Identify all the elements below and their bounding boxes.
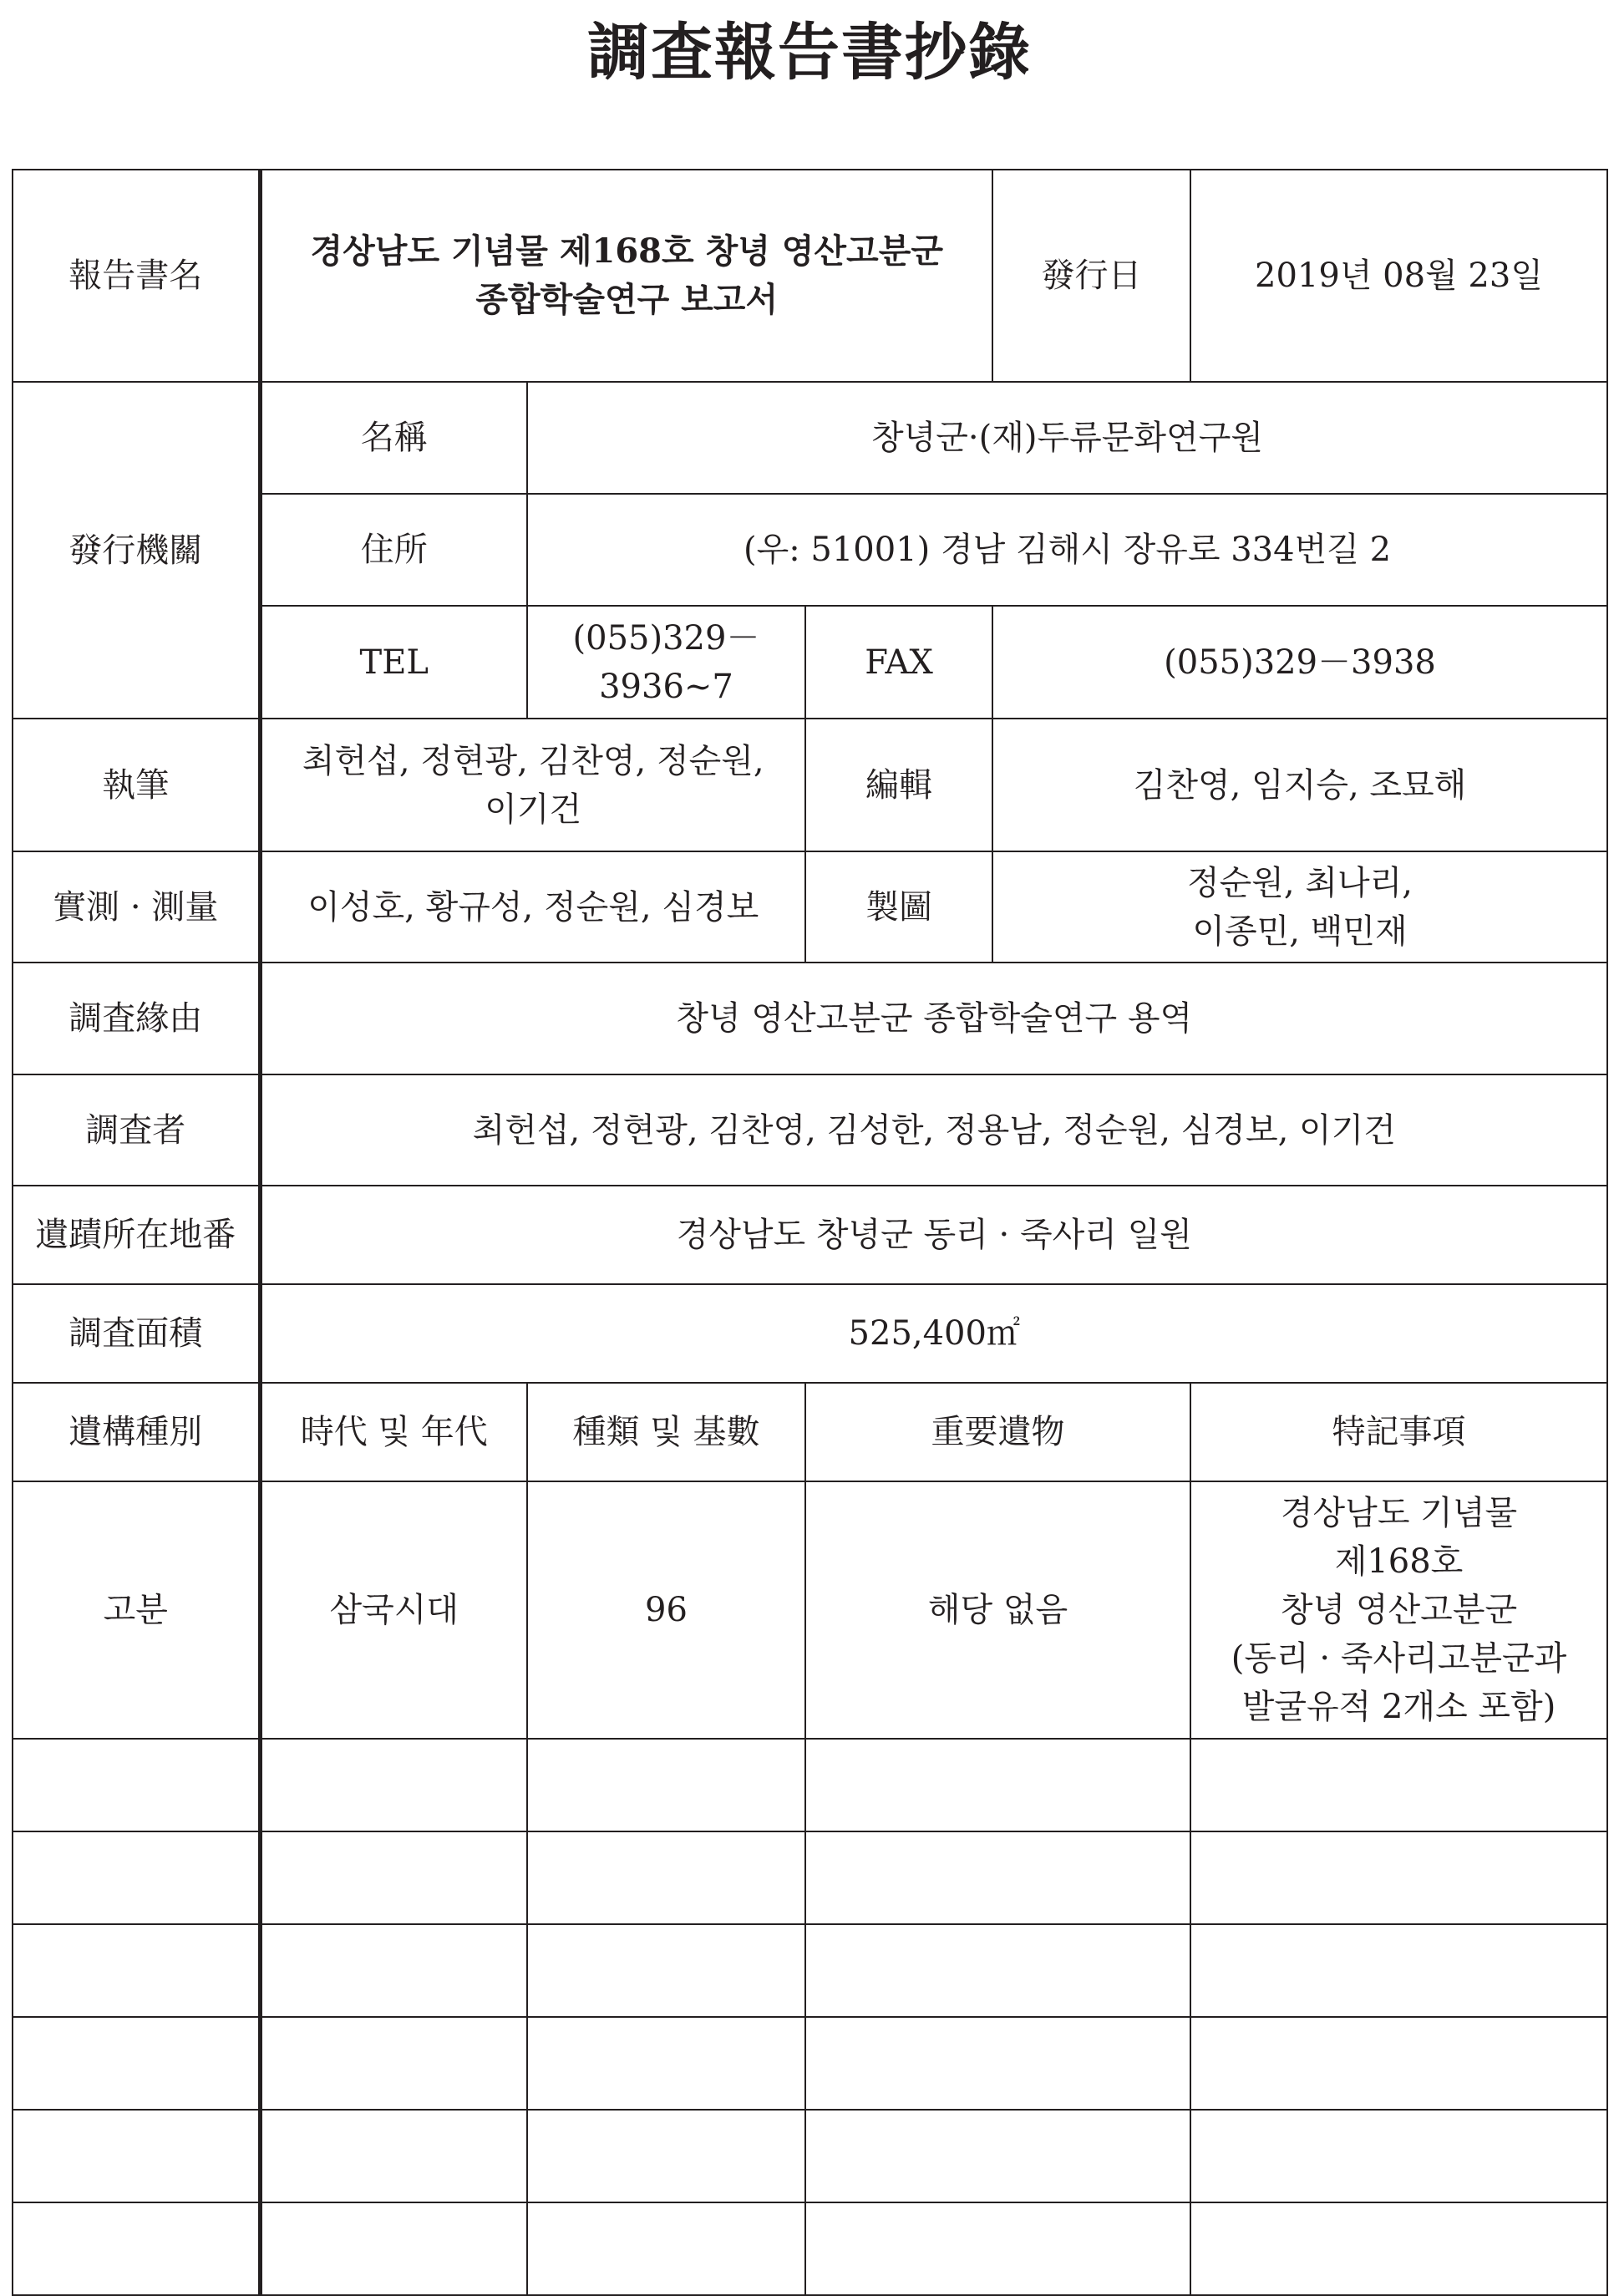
site-location-value: 경상남도 창녕군 동리 · 죽사리 일원 bbox=[260, 1186, 1607, 1284]
writers-label: 執筆 bbox=[13, 719, 260, 851]
empty-cell bbox=[13, 2017, 260, 2110]
table-row bbox=[13, 963, 1607, 1074]
publisher-address-value: (우: 51001) 경남 김해시 장유로 334번길 2 bbox=[527, 494, 1607, 606]
reason-value: 창녕 영산고분군 종합학술연구 용역 bbox=[260, 963, 1607, 1074]
empty-cell bbox=[260, 2110, 527, 2202]
issue-date-value: 2019년 08월 23일 bbox=[1190, 170, 1607, 382]
empty-cell bbox=[260, 1924, 527, 2017]
publisher-fax-label: FAX bbox=[805, 606, 992, 719]
investigators-value: 최헌섭, 정현광, 김찬영, 김성한, 정용남, 정순원, 심경보, 이기건 bbox=[260, 1074, 1607, 1186]
report-name-value bbox=[260, 170, 992, 382]
editors-label: 編輯 bbox=[805, 719, 992, 851]
empty-cell bbox=[13, 1831, 260, 1924]
remains-type-cell: 고분 bbox=[13, 1481, 260, 1739]
publisher-tel-label: TEL bbox=[260, 606, 527, 719]
empty-cell bbox=[260, 2202, 527, 2295]
empty-table-row bbox=[13, 2110, 1607, 2202]
table-row bbox=[13, 1481, 1607, 1739]
issue-date-label: 發行日 bbox=[992, 170, 1190, 382]
survey-label: 實測 · 測量 bbox=[13, 851, 260, 963]
drawing-label: 製圖 bbox=[805, 851, 992, 963]
publisher-tel-value: (055)329－3936~7 bbox=[527, 606, 805, 719]
report-summary-table bbox=[12, 169, 1608, 2296]
publisher-name-value: 창녕군·(재)두류문화연구원 bbox=[527, 382, 1607, 494]
empty-cell bbox=[260, 1831, 527, 1924]
empty-cell bbox=[805, 1924, 1190, 2017]
empty-table-row bbox=[13, 2017, 1607, 2110]
notes-line: 경상남도 기념물 bbox=[1280, 1494, 1518, 1532]
page-title: 調査報告書抄錄 bbox=[587, 17, 1032, 89]
notes-line: 창녕 영산고분군 bbox=[1280, 1591, 1518, 1629]
table-row bbox=[13, 1186, 1607, 1284]
empty-cell bbox=[527, 1924, 805, 2017]
empty-table-row bbox=[13, 1831, 1607, 1924]
empty-cell bbox=[527, 2017, 805, 2110]
publisher-address-label: 住所 bbox=[260, 494, 527, 606]
empty-cell bbox=[260, 2017, 527, 2110]
notes-header: 特記事項 bbox=[1190, 1383, 1607, 1481]
notes-line: 제168호 bbox=[1334, 1542, 1464, 1581]
table-row bbox=[13, 1383, 1607, 1481]
empty-cell bbox=[13, 1924, 260, 2017]
empty-cell bbox=[527, 2110, 805, 2202]
empty-cell bbox=[1190, 2017, 1607, 2110]
empty-cell bbox=[527, 1831, 805, 1924]
empty-cell bbox=[13, 2202, 260, 2295]
empty-cell bbox=[805, 2110, 1190, 2202]
empty-cell bbox=[805, 2017, 1190, 2110]
empty-cell bbox=[1190, 1739, 1607, 1831]
kind-count-cell: 96 bbox=[527, 1481, 805, 1739]
empty-table-row bbox=[13, 1739, 1607, 1831]
publisher-name-label: 名稱 bbox=[260, 382, 527, 494]
key-artifacts-header: 重要遺物 bbox=[805, 1383, 1190, 1481]
period-header: 時代 및 年代 bbox=[260, 1383, 527, 1481]
table-row bbox=[13, 382, 1607, 494]
table-row bbox=[13, 851, 1607, 963]
empty-table-row bbox=[13, 2202, 1607, 2295]
empty-cell bbox=[13, 1739, 260, 1831]
empty-cell bbox=[1190, 1924, 1607, 2017]
report-name-line: 경상남도 기념물 제168호 창녕 영산고분군 bbox=[310, 231, 943, 271]
remains-type-header: 遺構種別 bbox=[13, 1383, 260, 1481]
survey-value: 이성호, 황규성, 정순원, 심경보 bbox=[260, 851, 805, 963]
drawing-line: 이종민, 백민재 bbox=[1192, 912, 1408, 951]
empty-cell bbox=[260, 1739, 527, 1831]
empty-cell bbox=[1190, 2202, 1607, 2295]
report-name-label: 報告書名 bbox=[13, 170, 260, 382]
table-row bbox=[13, 719, 1607, 851]
empty-cell bbox=[13, 2110, 260, 2202]
empty-cell bbox=[805, 1739, 1190, 1831]
report-name-line: 종합학술연구 보고서 bbox=[475, 280, 779, 319]
area-label: 調査面積 bbox=[13, 1284, 260, 1383]
publisher-fax-value: (055)329－3938 bbox=[992, 606, 1607, 719]
empty-cell bbox=[805, 2202, 1190, 2295]
table-row bbox=[13, 1074, 1607, 1186]
empty-table-row bbox=[13, 1924, 1607, 2017]
drawing-value bbox=[992, 851, 1607, 963]
investigators-label: 調査者 bbox=[13, 1074, 260, 1186]
notes-cell bbox=[1190, 1481, 1607, 1739]
table-row bbox=[13, 170, 1607, 382]
empty-cell bbox=[1190, 2110, 1607, 2202]
site-location-label: 遺蹟所在地番 bbox=[13, 1186, 260, 1284]
empty-cell bbox=[805, 1831, 1190, 1924]
area-value: 525,400㎡ bbox=[260, 1284, 1607, 1383]
notes-line: 발굴유적 2개소 포함) bbox=[1241, 1688, 1556, 1726]
publisher-label: 發行機關 bbox=[13, 382, 260, 719]
editors-value: 김찬영, 임지승, 조묘해 bbox=[992, 719, 1607, 851]
reason-label: 調査緣由 bbox=[13, 963, 260, 1074]
notes-line: (동리 · 죽사리고분군과 bbox=[1231, 1639, 1567, 1678]
kind-count-header: 種類 및 基數 bbox=[527, 1383, 805, 1481]
writers-value: 최헌섭, 정현광, 김찬영, 정순원, 이기건 bbox=[260, 719, 805, 851]
table-row bbox=[13, 1284, 1607, 1383]
empty-cell bbox=[527, 2202, 805, 2295]
drawing-line: 정순원, 최나리, bbox=[1187, 863, 1413, 902]
period-cell: 삼국시대 bbox=[260, 1481, 527, 1739]
empty-cell bbox=[527, 1739, 805, 1831]
key-artifacts-cell: 해당 없음 bbox=[805, 1481, 1190, 1739]
empty-cell bbox=[1190, 1831, 1607, 1924]
